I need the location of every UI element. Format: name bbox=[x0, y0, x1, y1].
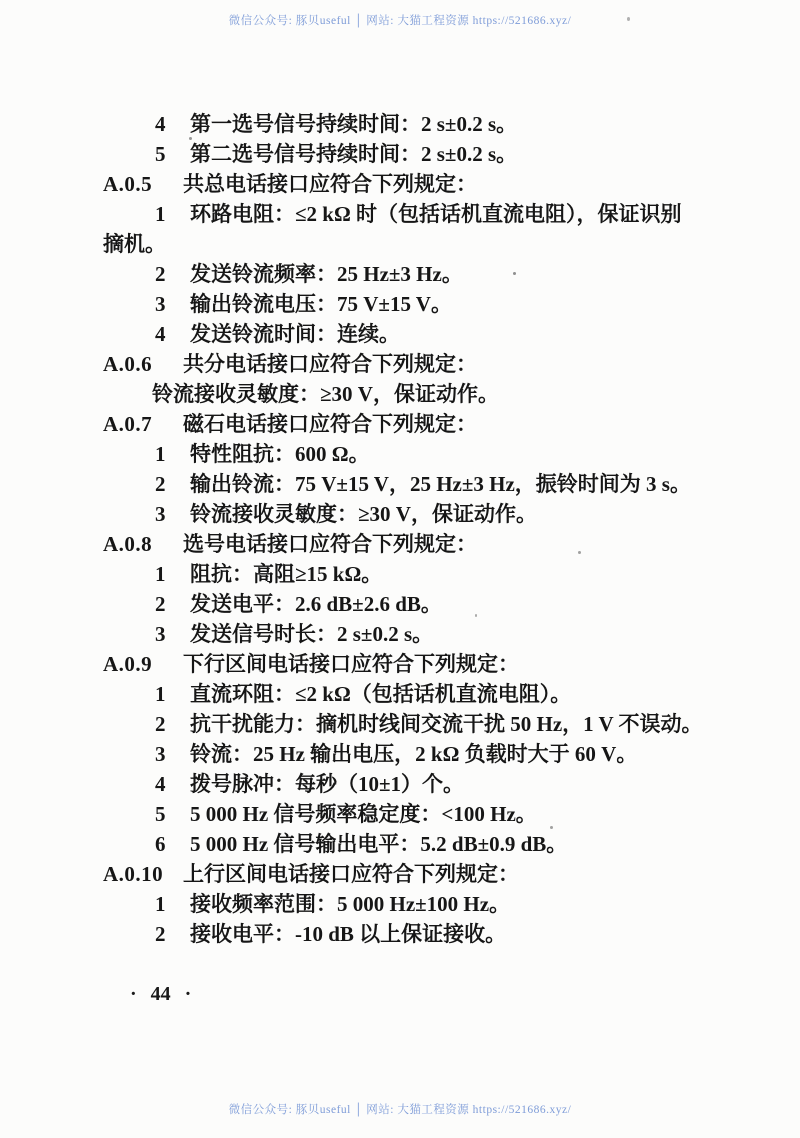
line-text: 5 000 Hz 信号输出电平：5.2 dB±0.9 dB。 bbox=[190, 832, 568, 856]
item-number: 4 bbox=[155, 112, 166, 136]
clause-heading bbox=[103, 859, 740, 889]
line-text: 上行区间电话接口应符合下列规定： bbox=[183, 862, 519, 886]
clause-number: A.0.9 bbox=[103, 652, 153, 676]
doc-line bbox=[103, 589, 740, 619]
doc-line bbox=[103, 469, 740, 499]
line-text: 发送电平：2.6 dB±2.6 dB。 bbox=[190, 592, 442, 616]
doc-line bbox=[103, 739, 740, 769]
doc-line bbox=[103, 289, 740, 319]
header-watermark: 微信公众号: 豚贝useful │ 网站: 大猫工程资源 https://521686.xyz/ bbox=[228, 15, 572, 27]
line-text: 直流环阻：≤2 kΩ（包括话机直流电阻）。 bbox=[190, 682, 572, 706]
footer-watermark: 微信公众号: 豚贝useful │ 网站: 大猫工程资源 https://521686.xyz/ bbox=[228, 1104, 572, 1116]
doc-line bbox=[103, 889, 740, 919]
doc-line bbox=[103, 139, 740, 169]
item-number: 2 bbox=[155, 262, 166, 286]
line-text: 铃流接收灵敏度：≥30 V，保证动作。 bbox=[190, 502, 537, 526]
scan-speck bbox=[189, 137, 192, 140]
line-text: 共总电话接口应符合下列规定： bbox=[183, 172, 477, 196]
line-text: 5 000 Hz 信号频率稳定度：<100 Hz。 bbox=[190, 802, 537, 826]
line-text: 阻抗：高阻≥15 kΩ。 bbox=[190, 562, 383, 586]
doc-line bbox=[103, 709, 740, 739]
item-number: 2 bbox=[155, 712, 166, 736]
clause-heading bbox=[103, 649, 740, 679]
item-number: 2 bbox=[155, 472, 166, 496]
scan-speck bbox=[513, 272, 516, 275]
item-number: 1 bbox=[155, 682, 166, 706]
clause-heading bbox=[103, 409, 740, 439]
line-text: 共分电话接口应符合下列规定： bbox=[183, 352, 477, 376]
item-number: 3 bbox=[155, 742, 166, 766]
scan-speck bbox=[550, 826, 553, 829]
doc-line bbox=[103, 109, 740, 139]
line-text: 下行区间电话接口应符合下列规定： bbox=[183, 652, 519, 676]
item-number: 3 bbox=[155, 502, 166, 526]
doc-line-continuation bbox=[103, 229, 740, 259]
item-number: 2 bbox=[155, 922, 166, 946]
line-text: 输出铃流电压：75 V±15 V。 bbox=[190, 292, 452, 316]
line-text: 接收频率范围：5 000 Hz±100 Hz。 bbox=[190, 892, 511, 916]
clause-number: A.0.5 bbox=[103, 172, 153, 196]
line-text: 铃流：25 Hz 输出电压，2 kΩ 负载时大于 60 V。 bbox=[190, 742, 638, 766]
doc-line bbox=[103, 319, 740, 349]
item-number: 1 bbox=[155, 892, 166, 916]
scan-speck bbox=[475, 614, 477, 617]
doc-line bbox=[103, 829, 740, 859]
line-text: 环路电阻：≤2 kΩ 时（包括话机直流电阻），保证识别 bbox=[190, 202, 682, 226]
item-number: 1 bbox=[155, 562, 166, 586]
doc-line bbox=[103, 499, 740, 529]
document-page-body bbox=[103, 109, 740, 949]
page-number: · 44 · bbox=[130, 983, 192, 1005]
clause-number: A.0.8 bbox=[103, 532, 153, 556]
clause-number: A.0.7 bbox=[103, 412, 153, 436]
line-text: 抗干扰能力：摘机时线间交流干扰 50 Hz，1 V 不误动。 bbox=[190, 712, 703, 736]
line-text: 接收电平：-10 dB 以上保证接收。 bbox=[190, 922, 507, 946]
line-text: 发送铃流频率：25 Hz±3 Hz。 bbox=[190, 262, 463, 286]
clause-heading bbox=[103, 349, 740, 379]
doc-line-indented bbox=[103, 379, 740, 409]
item-number: 3 bbox=[155, 292, 166, 316]
item-number: 2 bbox=[155, 592, 166, 616]
line-text: 铃流接收灵敏度：≥30 V，保证动作。 bbox=[152, 382, 499, 406]
item-number: 6 bbox=[155, 832, 166, 856]
doc-line bbox=[103, 559, 740, 589]
item-number: 5 bbox=[155, 802, 166, 826]
line-text: 特性阻抗：600 Ω。 bbox=[190, 442, 370, 466]
item-number: 3 bbox=[155, 622, 166, 646]
line-text: 发送铃流时间：连续。 bbox=[190, 322, 400, 346]
clause-number: A.0.6 bbox=[103, 352, 153, 376]
item-number: 1 bbox=[155, 442, 166, 466]
line-text: 磁石电话接口应符合下列规定： bbox=[183, 412, 477, 436]
clause-heading bbox=[103, 169, 740, 199]
item-number: 4 bbox=[155, 772, 166, 796]
doc-line bbox=[103, 769, 740, 799]
item-number: 4 bbox=[155, 322, 166, 346]
line-text: 第一选号信号持续时间：2 s±0.2 s。 bbox=[190, 112, 518, 136]
line-text: 第二选号信号持续时间：2 s±0.2 s。 bbox=[190, 142, 518, 166]
line-text: 摘机。 bbox=[103, 232, 166, 256]
doc-line bbox=[103, 199, 740, 229]
scan-speck bbox=[627, 17, 630, 21]
clause-number: A.0.10 bbox=[103, 862, 164, 886]
item-number: 1 bbox=[155, 202, 166, 226]
doc-line bbox=[103, 619, 740, 649]
scan-speck bbox=[578, 551, 581, 554]
line-text: 选号电话接口应符合下列规定： bbox=[183, 532, 477, 556]
doc-line bbox=[103, 259, 740, 289]
item-number: 5 bbox=[155, 142, 166, 166]
line-text: 输出铃流：75 V±15 V，25 Hz±3 Hz，振铃时间为 3 s。 bbox=[190, 472, 691, 496]
doc-line bbox=[103, 439, 740, 469]
doc-line bbox=[103, 679, 740, 709]
doc-line bbox=[103, 799, 740, 829]
doc-line bbox=[103, 919, 740, 949]
clause-heading bbox=[103, 529, 740, 559]
line-text: 拨号脉冲：每秒（10±1）个。 bbox=[190, 772, 465, 796]
line-text: 发送信号时长：2 s±0.2 s。 bbox=[190, 622, 434, 646]
